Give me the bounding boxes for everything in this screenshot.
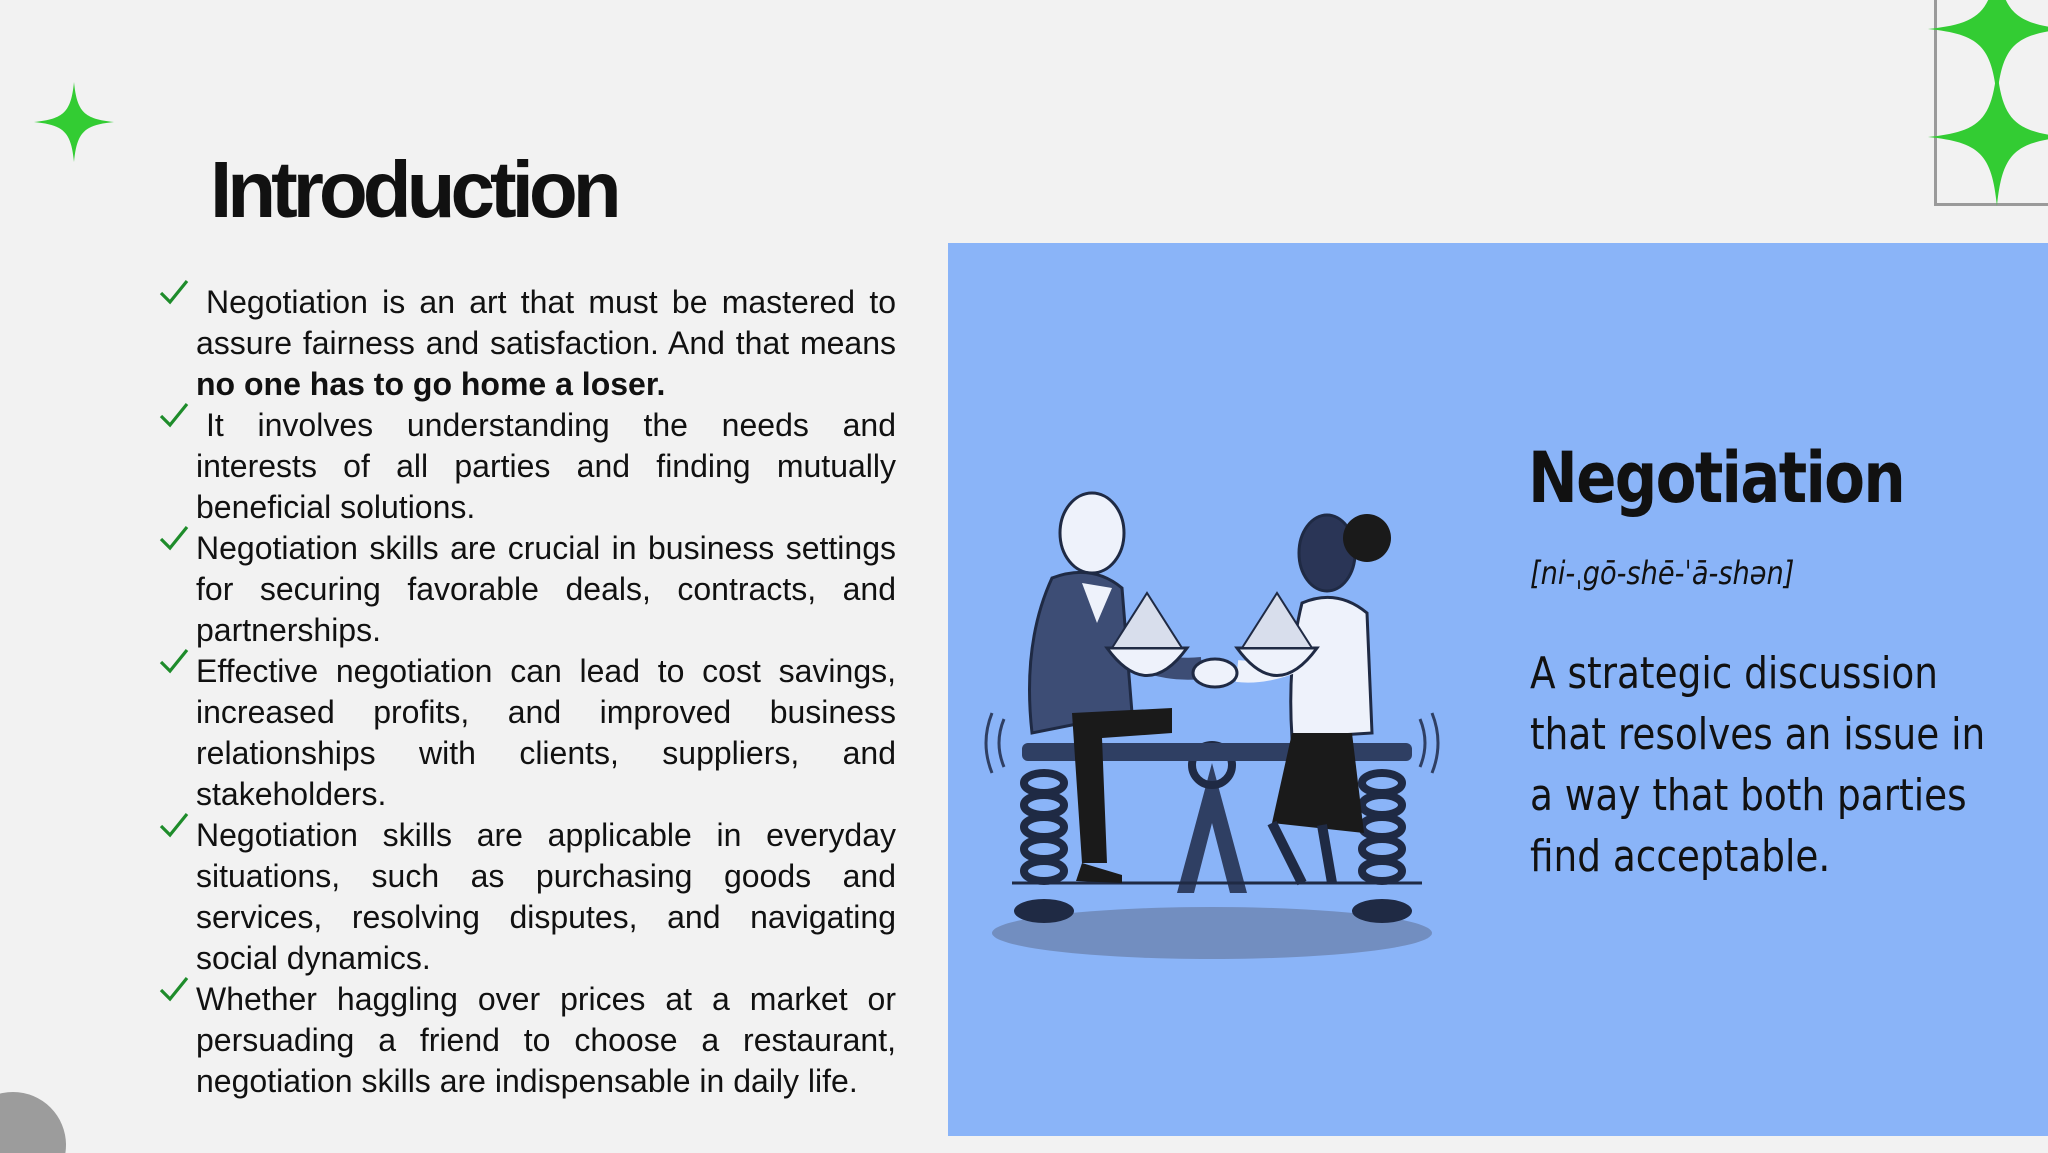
checkmark-icon <box>158 522 190 554</box>
bullet-item <box>196 528 896 651</box>
bullet-text: Negotiation is an art that must be mastered to assure fairness and satisfaction. And that means <box>196 284 896 361</box>
bullet-bold-text: no one has to go home a loser. <box>196 366 666 402</box>
bullet-item <box>196 405 896 528</box>
bullet-text: Negotiation skills are applicable in everyday situations, such as purchasing goods and services, resolving disputes, and navigating social dynamics. <box>196 817 896 976</box>
green-star-icon <box>34 82 114 162</box>
bullet-item <box>196 815 896 979</box>
bullet-item <box>196 282 896 405</box>
bullet-item <box>196 979 896 1102</box>
checkmark-icon <box>158 809 190 841</box>
slide-title: Introduction <box>210 145 617 234</box>
bullet-item <box>196 651 896 815</box>
negotiation-illustration <box>972 413 1452 973</box>
bullet-text: Whether haggling over prices at a market or persuading a friend to choose a restaurant, negotiation skills are indispensable in daily life. <box>196 981 896 1099</box>
definition-word: Negotiation <box>1528 437 1904 519</box>
checkmark-icon <box>158 399 190 431</box>
green-star-icon <box>1928 68 2048 206</box>
checkmark-icon <box>158 645 190 677</box>
bullet-text: It involves understanding the needs and interests of all parties and finding mutually beneficial solutions. <box>196 407 896 525</box>
definition-panel <box>948 243 2048 1136</box>
decorative-circle <box>0 1092 66 1153</box>
checkmark-icon <box>158 973 190 1005</box>
bullet-text: Effective negotiation can lead to cost savings, increased profits, and improved business relationships with clients, suppliers, and stakeholders. <box>196 653 896 812</box>
definition-pronunciation: [ni-ˌgō-shē-ˈā-shən] <box>1530 554 1795 592</box>
bullet-list <box>196 282 896 1102</box>
bullet-text: Negotiation skills are crucial in business settings for securing favorable deals, contracts, and partnerships. <box>196 530 896 648</box>
checkmark-icon <box>158 276 190 308</box>
definition-meaning: A strategic discussion that resolves an issue in a way that both parties find acceptable. <box>1530 648 1986 882</box>
